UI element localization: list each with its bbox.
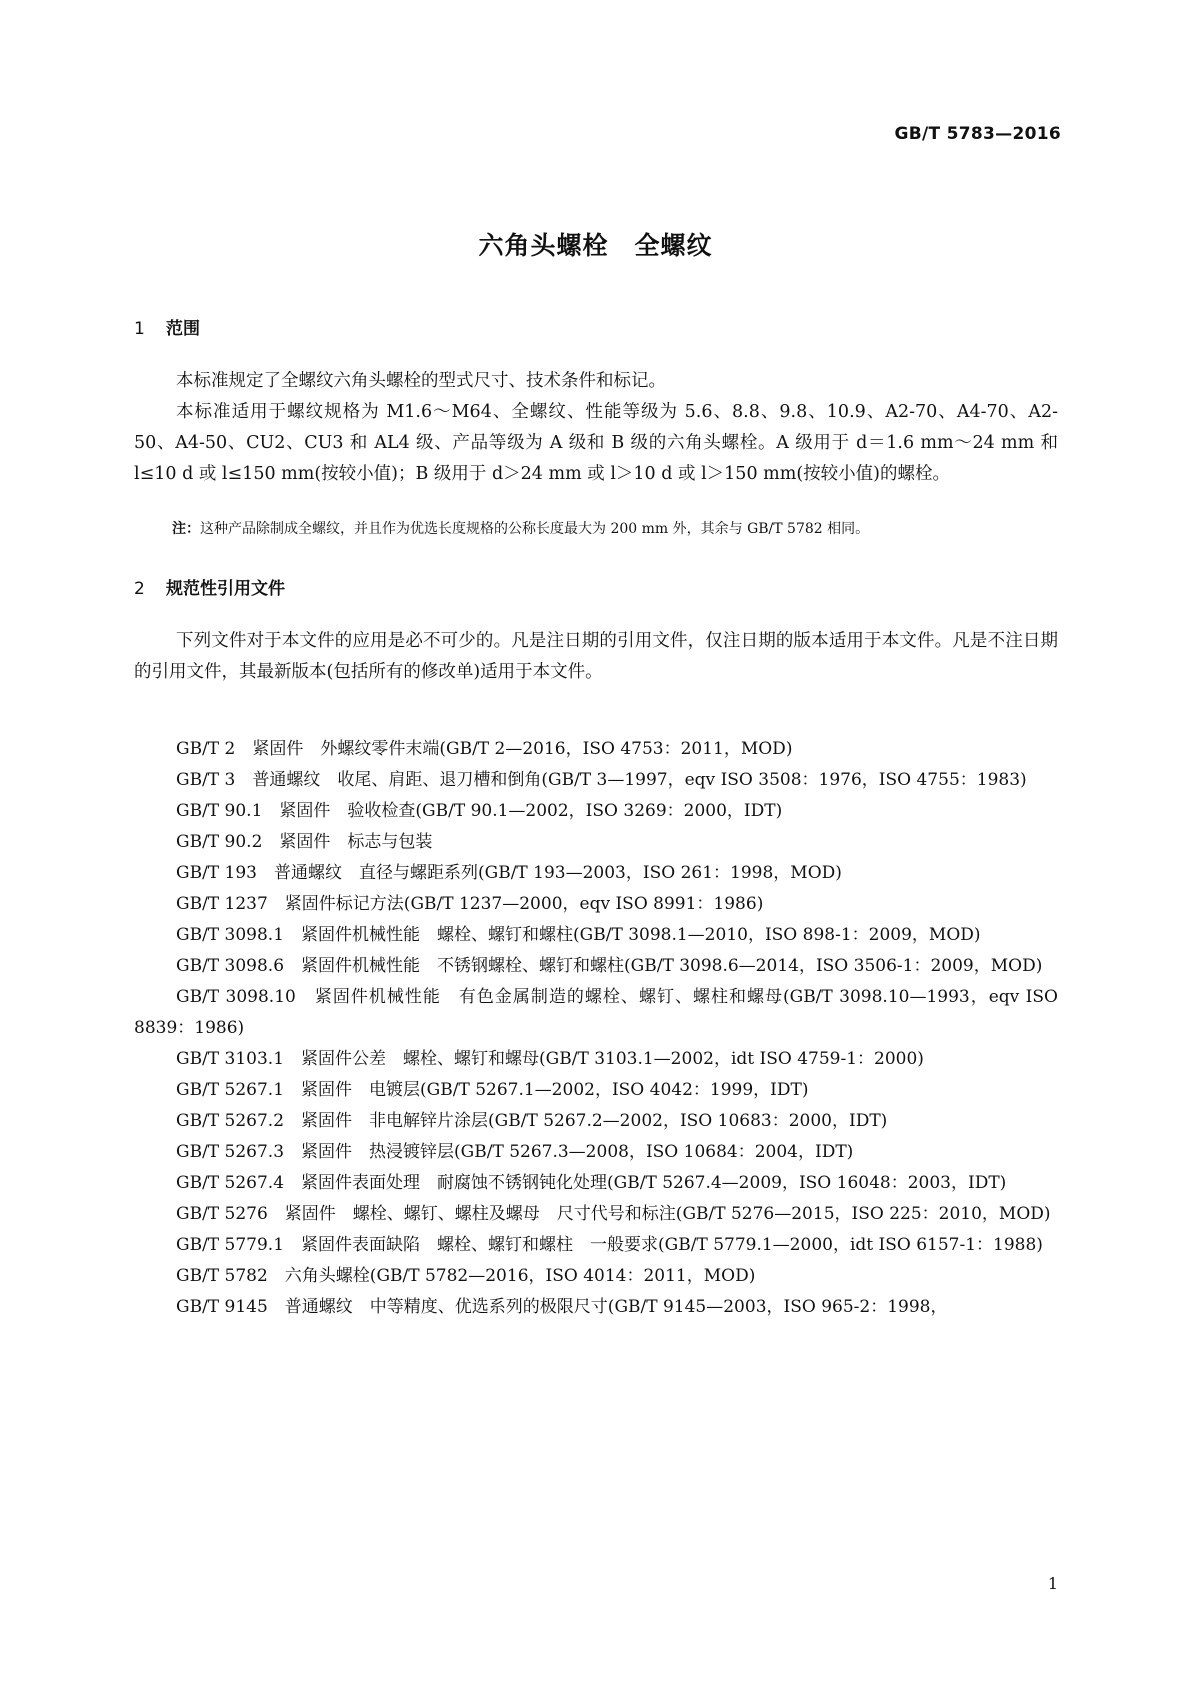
reference-item: GB/T 9145 普通螺纹 中等精度、优选系列的极限尺寸(GB/T 9145—2003，ISO 965-2：1998，: [176, 1297, 948, 1317]
reference-item: GB/T 3098.1 紧固件机械性能 螺栓、螺钉和螺柱(GB/T 3098.1—2010，ISO 898-1：2009，MOD): [176, 925, 981, 945]
reference-item: GB/T 2 紧固件 外螺纹零件末端(GB/T 2—2016，ISO 4753：2011，MOD): [176, 739, 793, 759]
page-number: 1: [1047, 1574, 1058, 1593]
page-title: 六角头螺栓 全螺纹: [478, 231, 713, 260]
reference-item: GB/T 5267.2 紧固件 非电解锌片涂层(GB/T 5267.2—2002，ISO 10683：2000，IDT): [176, 1111, 888, 1131]
reference-list: [134, 734, 1058, 1323]
reference-item: GB/T 3 普通螺纹 收尾、肩距、退刀槽和倒角(GB/T 3—1997，eqv ISO 3508：1976，ISO 4755：1983): [176, 770, 1027, 790]
reference-item: GB/T 3098.6 紧固件机械性能 不锈钢螺栓、螺钉和螺柱(GB/T 3098.6—2014，ISO 3506-1：2009，MOD): [176, 956, 1043, 976]
scope-paragraph-2: 本标准适用于螺纹规格为 M1.6～M64、全螺纹、性能等级为 5.6、8.8、9.8、10.9、A2-70、A4-70、A2-50、A4-50、CU2、CU3 和 AL4 级、产品等级为 A 级和 B 级的六角头螺栓。A 级用于 d＝1.6 mm～24 mm 和 l≤10 d 或 l≤150 mm(按较小值)；B 级用于 d＞24 mm 或 l＞10 d 或 l＞150 mm(按较小值)的螺栓。: [134, 402, 1058, 484]
reference-item: GB/T 5267.3 紧固件 热浸镀锌层(GB/T 5267.3—2008，ISO 10684：2004，IDT): [176, 1142, 854, 1162]
reference-item: GB/T 3098.10 紧固件机械性能 有色金属制造的螺栓、螺钉、螺柱和螺母(GB/T 3098.10—1993，eqv ISO 8839：1986): [134, 987, 1058, 1038]
scope-note: [172, 518, 1058, 540]
references-intro: 下列文件对于本文件的应用是必不可少的。凡是注日期的引用文件，仅注日期的版本适用于本文件。凡是不注日期的引用文件，其最新版本(包括所有的修改单)适用于本文件。: [134, 631, 1058, 682]
reference-item: GB/T 90.1 紧固件 验收检查(GB/T 90.1—2002，ISO 3269：2000，IDT): [176, 801, 783, 821]
reference-item: GB/T 5276 紧固件 螺栓、螺钉、螺柱及螺母 尺寸代号和标注(GB/T 5276—2015，ISO 225：2010，MOD): [176, 1204, 1051, 1224]
section-title: 范围: [166, 319, 200, 339]
reference-item: GB/T 5267.1 紧固件 电镀层(GB/T 5267.1—2002，ISO 4042：1999，IDT): [176, 1080, 809, 1100]
note-label: 注：: [172, 521, 200, 537]
section-number: 2: [134, 579, 145, 599]
note-text: 这种产品除制成全螺纹，并且作为优选长度规格的公称长度最大为 200 mm 外，其余与 GB/T 5782 相同。: [200, 521, 870, 537]
reference-item: GB/T 5267.4 紧固件表面处理 耐腐蚀不锈钢钝化处理(GB/T 5267.4—2009，ISO 16048：2003，IDT): [176, 1173, 1007, 1193]
section-1-heading: [134, 314, 200, 339]
section-2-heading: [134, 574, 285, 599]
reference-item: GB/T 90.2 紧固件 标志与包装: [176, 832, 433, 852]
standard-number: GB/T 5783—2016: [894, 124, 1061, 144]
reference-item: GB/T 5779.1 紧固件表面缺陷 螺栓、螺钉和螺柱 一般要求(GB/T 5779.1—2000，idt ISO 6157-1：1988): [176, 1235, 1043, 1255]
scope-paragraph-1: 本标准规定了全螺纹六角头螺栓的型式尺寸、技术条件和标记。: [176, 371, 666, 391]
section-number: 1: [134, 319, 145, 339]
reference-item: GB/T 193 普通螺纹 直径与螺距系列(GB/T 193—2003，ISO 261：1998，MOD): [176, 863, 842, 883]
section-title: 规范性引用文件: [166, 579, 285, 599]
reference-item: GB/T 3103.1 紧固件公差 螺栓、螺钉和螺母(GB/T 3103.1—2002，idt ISO 4759-1：2000): [176, 1049, 924, 1069]
reference-item: GB/T 5782 六角头螺栓(GB/T 5782—2016，ISO 4014：2011，MOD): [176, 1266, 756, 1286]
reference-item: GB/T 1237 紧固件标记方法(GB/T 1237—2000，eqv ISO 8991：1986): [176, 894, 764, 914]
